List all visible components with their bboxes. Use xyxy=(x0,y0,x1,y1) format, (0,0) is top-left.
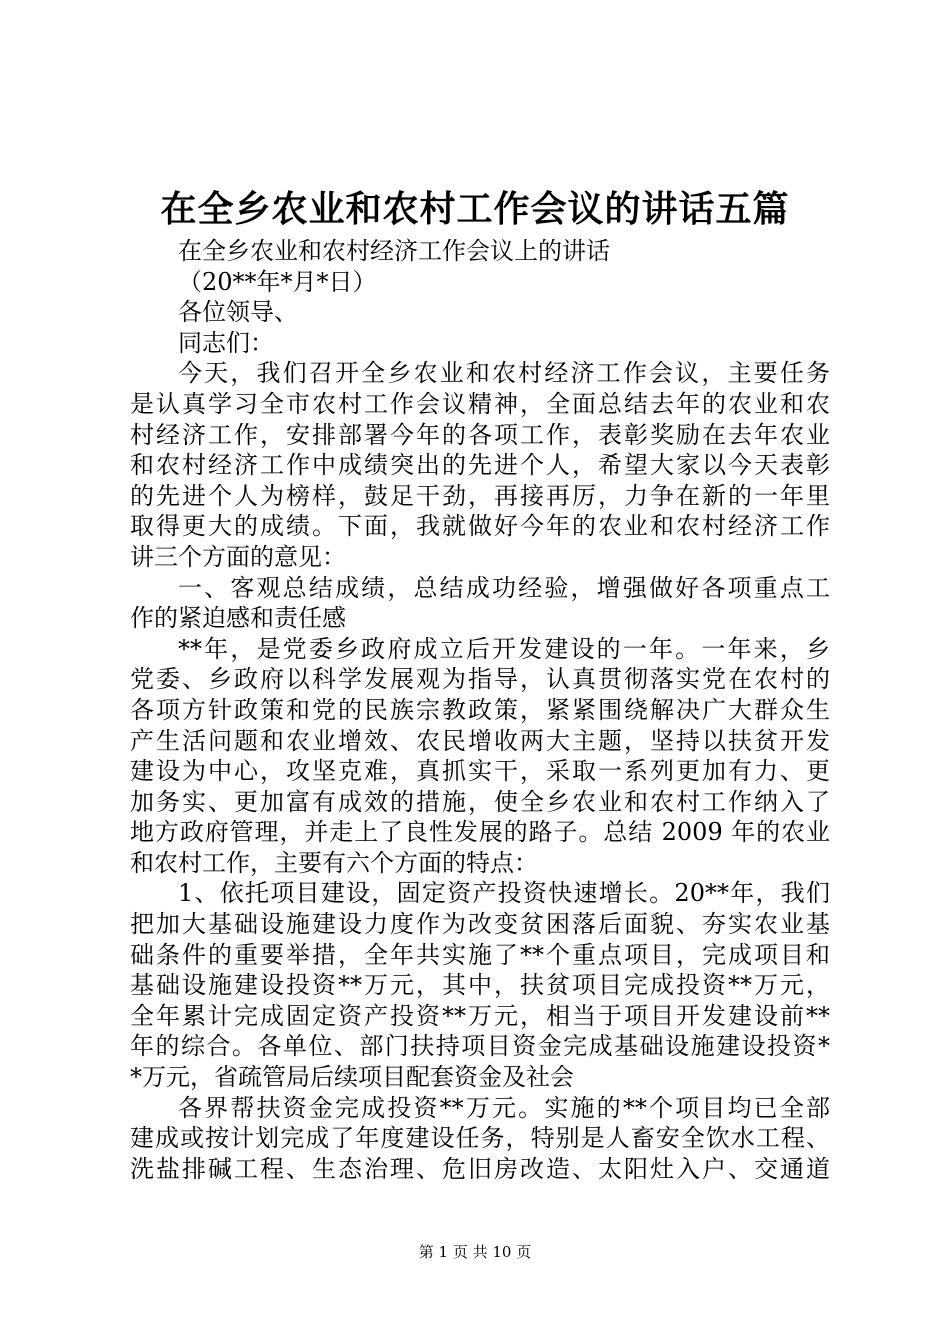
page-footer: 第 1 页 共 10 页 xyxy=(418,1243,532,1261)
text-line: 基础设施建设投资**万元，其中，扶贫项目完成投资**万元， xyxy=(130,971,830,1000)
text-line: 洗盐排碱工程、生态治理、危旧房改造、太阳灶入户、交通道 xyxy=(130,1154,830,1183)
text-line: 全年累计完成固定资产投资**万元，相当于项目开发建设前** xyxy=(130,1001,830,1030)
text-line: 产生活问题和农业增效、农民增收两大主题，坚持以扶贫开发 xyxy=(130,726,830,755)
text-line: **年，是党委乡政府成立后开发建设的一年。一年来，乡 xyxy=(178,634,830,663)
text-line: 讲三个方面的意见： xyxy=(130,542,346,571)
text-line: 是认真学习全市农村工作会议精神，全面总结去年的农业和农 xyxy=(130,389,830,418)
text-line: 同志们： xyxy=(178,328,274,357)
text-line: 建成或按计划完成了年度建设任务，特别是人畜安全饮水工程、 xyxy=(130,1124,830,1153)
text-line: 和农村经济工作中成绩突出的先进个人，希望大家以今天表彰 xyxy=(130,451,830,480)
text-line: *万元，省疏管局后续项目配套资金及社会 xyxy=(130,1063,574,1092)
text-line: 一、客观总结成绩，总结成功经验，增强做好各项重点工 xyxy=(178,573,830,602)
text-line: 把加大基础设施建设力度作为改变贫困落后面貌、夯实农业基 xyxy=(130,910,830,939)
text-line: 的先进个人为榜样，鼓足干劲，再接再厉，力争在新的一年里 xyxy=(130,481,830,510)
text-line: 础条件的重要举措，全年共实施了**个重点项目，完成项目和 xyxy=(130,940,830,969)
document-title: 在全乡农业和农村工作会议的讲话五篇 xyxy=(160,188,790,230)
text-line: 今天，我们召开全乡农业和农村经济工作会议，主要任务 xyxy=(178,359,830,388)
text-line: 和农村工作，主要有六个方面的特点： xyxy=(130,848,538,877)
text-line: 各位领导、 xyxy=(178,298,298,327)
text-line: 党委、乡政府以科学发展观为指导，认真贯彻落实党在农村的 xyxy=(130,665,830,694)
text-line: 作的紧迫感和责任感 xyxy=(130,604,346,633)
text-line: 各项方针政策和党的民族宗教政策，紧紧围绕解决广大群众生 xyxy=(130,695,830,724)
text-line: （20**年*月*日） xyxy=(178,267,377,296)
text-line: 加务实、更加富有成效的措施，使全乡农业和农村工作纳入了 xyxy=(130,787,830,816)
text-line: 取得更大的成绩。下面，我就做好今年的农业和农村经济工作 xyxy=(130,512,830,541)
text-line: 年的综合。各单位、部门扶持项目资金完成基础设施建设投资* xyxy=(130,1032,830,1061)
text-line: 建设为中心，攻坚克难，真抓实干，采取一系列更加有力、更 xyxy=(130,757,830,786)
document-body xyxy=(130,236,830,1184)
text-line: 在全乡农业和农村经济工作会议上的讲话 xyxy=(178,237,610,265)
text-line: 各界帮扶资金完成投资**万元。实施的**个项目均已全部 xyxy=(178,1093,830,1122)
text-line: 村经济工作，安排部署今年的各项工作，表彰奖励在去年农业 xyxy=(130,420,830,449)
text-line: 地方政府管理，并走上了良性发展的路子。总结 2009 年的农业 xyxy=(130,818,830,847)
text-line: 1、依托项目建设，固定资产投资快速增长。20**年，我们 xyxy=(178,879,830,908)
